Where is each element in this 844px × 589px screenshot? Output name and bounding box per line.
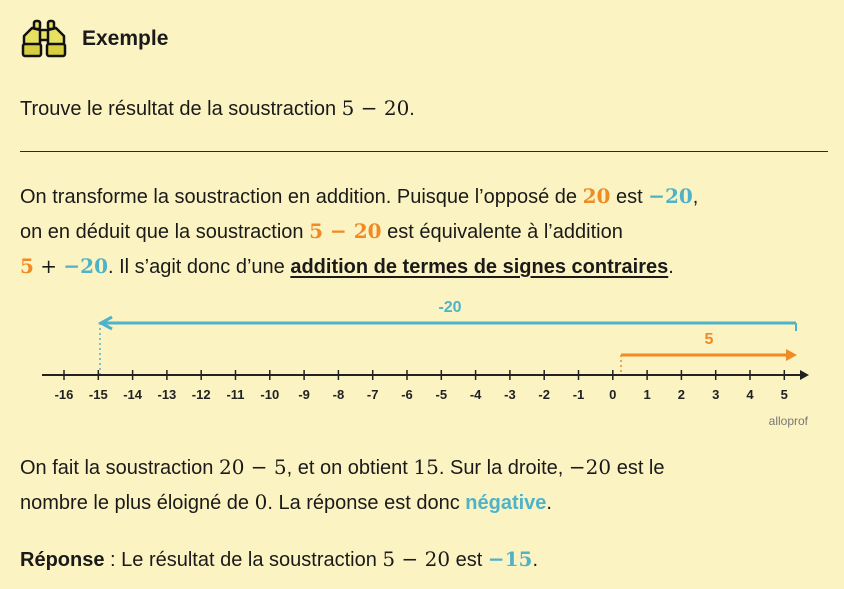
axis-tick-label: -8 (332, 387, 345, 402)
opposite-neg20: −20 (648, 184, 693, 208)
axis-tick-label: -5 (435, 387, 448, 402)
axis-tick-label: -3 (504, 387, 516, 402)
addition-term-a: 5 (20, 254, 34, 278)
pos5-arrow-label: 5 (704, 331, 714, 348)
number-20: 20 (582, 184, 611, 208)
conclusion-paragraph: On fait la soustraction 20 − 5, et on obtient 15. Sur la droite, −20 est le nombre le plus éloigné de 0. La réponse est donc négative. (20, 455, 665, 514)
axis-tick-label: 5 (780, 387, 788, 402)
header-title: Exemple (82, 27, 169, 50)
axis-tick-label: -11 (226, 387, 245, 402)
axis-tick-label: -15 (88, 387, 108, 402)
axis-tick-label: 2 (677, 387, 686, 402)
question-expression: 5 − 20 (341, 96, 410, 120)
axis-tick-label: -6 (401, 387, 413, 402)
question-text: Trouve le résultat de la soustraction 5 − 20. (20, 96, 415, 120)
example-header (20, 18, 168, 60)
subtraction-expression: 5 − 20 (309, 219, 382, 243)
alloprof-watermark: alloprof (768, 414, 808, 428)
negative-word: négative (465, 492, 547, 514)
axis-tick-label: -16 (54, 387, 74, 402)
answer-result: −15 (487, 547, 533, 571)
divider (20, 151, 828, 152)
axis-tick-label: 0 (609, 387, 617, 402)
axis-tick-label: -14 (123, 387, 142, 402)
axis-tick-label: 4 (746, 387, 754, 402)
axis-tick-label: 3 (712, 387, 720, 402)
axis-tick-label: -4 (469, 387, 482, 402)
number-line (0, 295, 844, 435)
neg20-arrow-label: -20 (438, 299, 462, 316)
pos5-arrow-head (786, 349, 797, 361)
axis-tick-label: -10 (260, 387, 280, 402)
explanation-paragraph: On transforme la soustraction en addition. Puisque l’opposé de 20 est −20, on en déduit que la soustraction 5 − 20 est équivalente à l’addition 5 + −20. Il s’agit donc d’une addition de termes de signes contraires. (20, 184, 699, 278)
axis-tick-label: -13 (157, 387, 177, 402)
axis-tick-label: 1 (643, 387, 651, 402)
axis-arrow-head (800, 370, 809, 380)
axis-tick-label: -1 (572, 387, 585, 402)
binoculars-icon (20, 18, 68, 60)
axis-tick-label: -9 (298, 387, 310, 402)
axis-tick-label: -12 (191, 387, 211, 402)
addition-term-b: −20 (63, 254, 108, 278)
axis-tick-label: -2 (538, 387, 550, 402)
axis-tick-label: -7 (366, 387, 379, 402)
signes-contraires-link[interactable]: addition de termes de signes contraires (290, 256, 669, 278)
answer-line: Réponse : Le résultat de la soustraction 5 − 20 est −15. (20, 547, 539, 571)
answer-label: Réponse (20, 549, 105, 571)
